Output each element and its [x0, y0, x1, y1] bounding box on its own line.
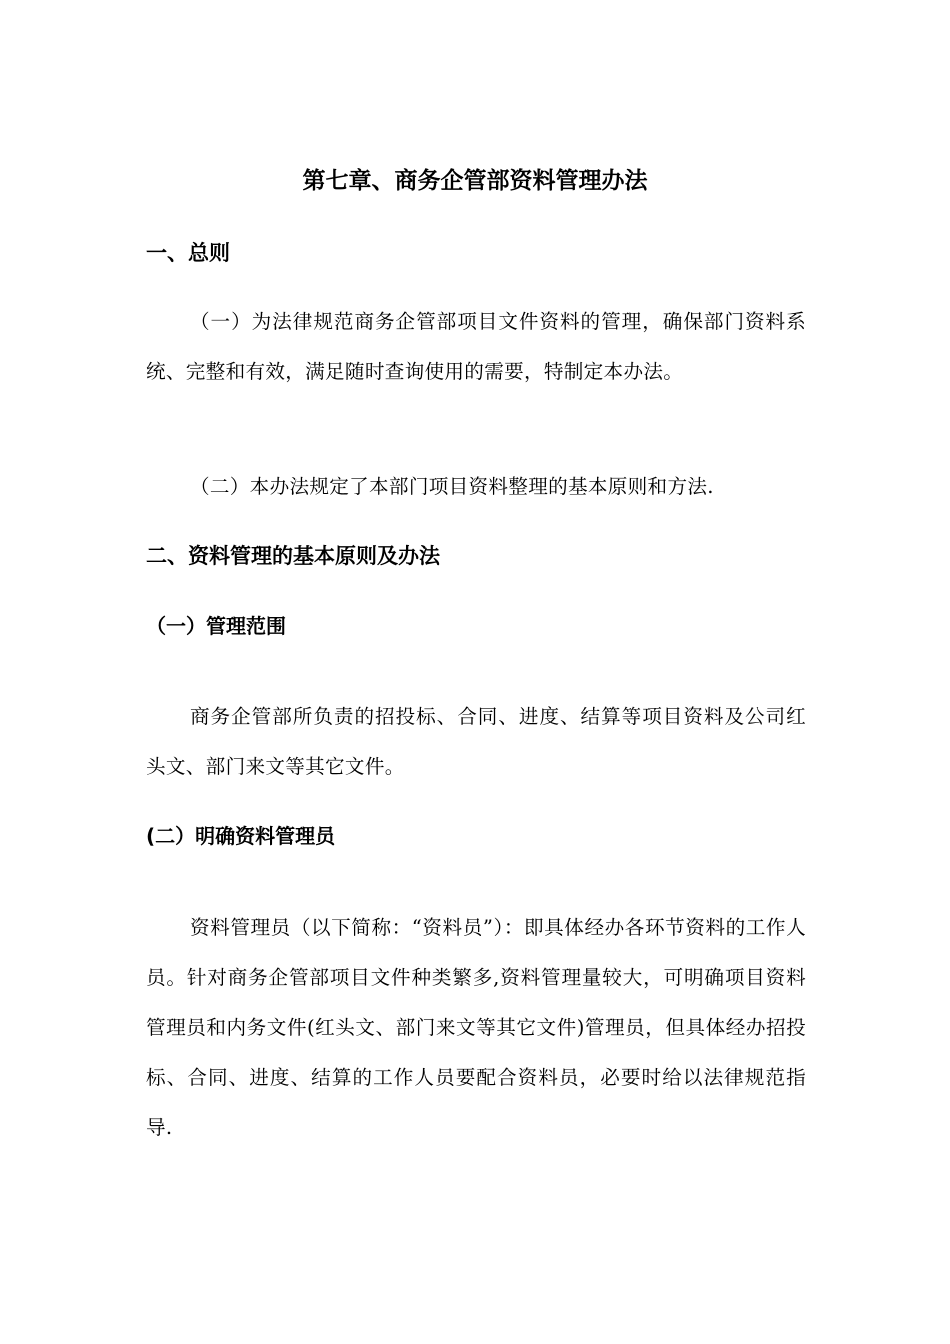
paragraph-purpose: （一）为法律规范商务企管部项目文件资料的管理，确保部门资料系统、完整和有效，满足随时查询使用的需要，特制定本办法。 [146, 310, 806, 383]
paragraph-scope: （二）本办法规定了本部门项目资料整理的基本原则和方法. [190, 475, 714, 498]
section-heading-general: 一、总则 [146, 241, 230, 265]
paragraph-management-scope: 商务企管部所负责的招投标、合同、进度、结算等项目资料及公司红头文、部门来文等其它文件。 [146, 705, 806, 778]
paragraph-records-clerk: 资料管理员（以下简称：“资料员”）：即具体经办各环节资料的工作人员。针对商务企管部项目文件种类繁多,资料管理量较大，可明确项目资料管理员和内务文件(红头文、部门来文等其它文件)管理员，但具体经办招投标、合同、进度、结算的工作人员要配合资料员，必要时给以法律规范指导. [146, 916, 806, 1139]
document-title: 第七章、商务企管部资料管理办法 [302, 168, 648, 194]
subheading-records-clerk: (二）明确资料管理员 [146, 824, 336, 848]
section-heading-principles: 二、资料管理的基本原则及办法 [146, 544, 440, 568]
subheading-management-scope: （一）管理范围 [146, 614, 286, 638]
